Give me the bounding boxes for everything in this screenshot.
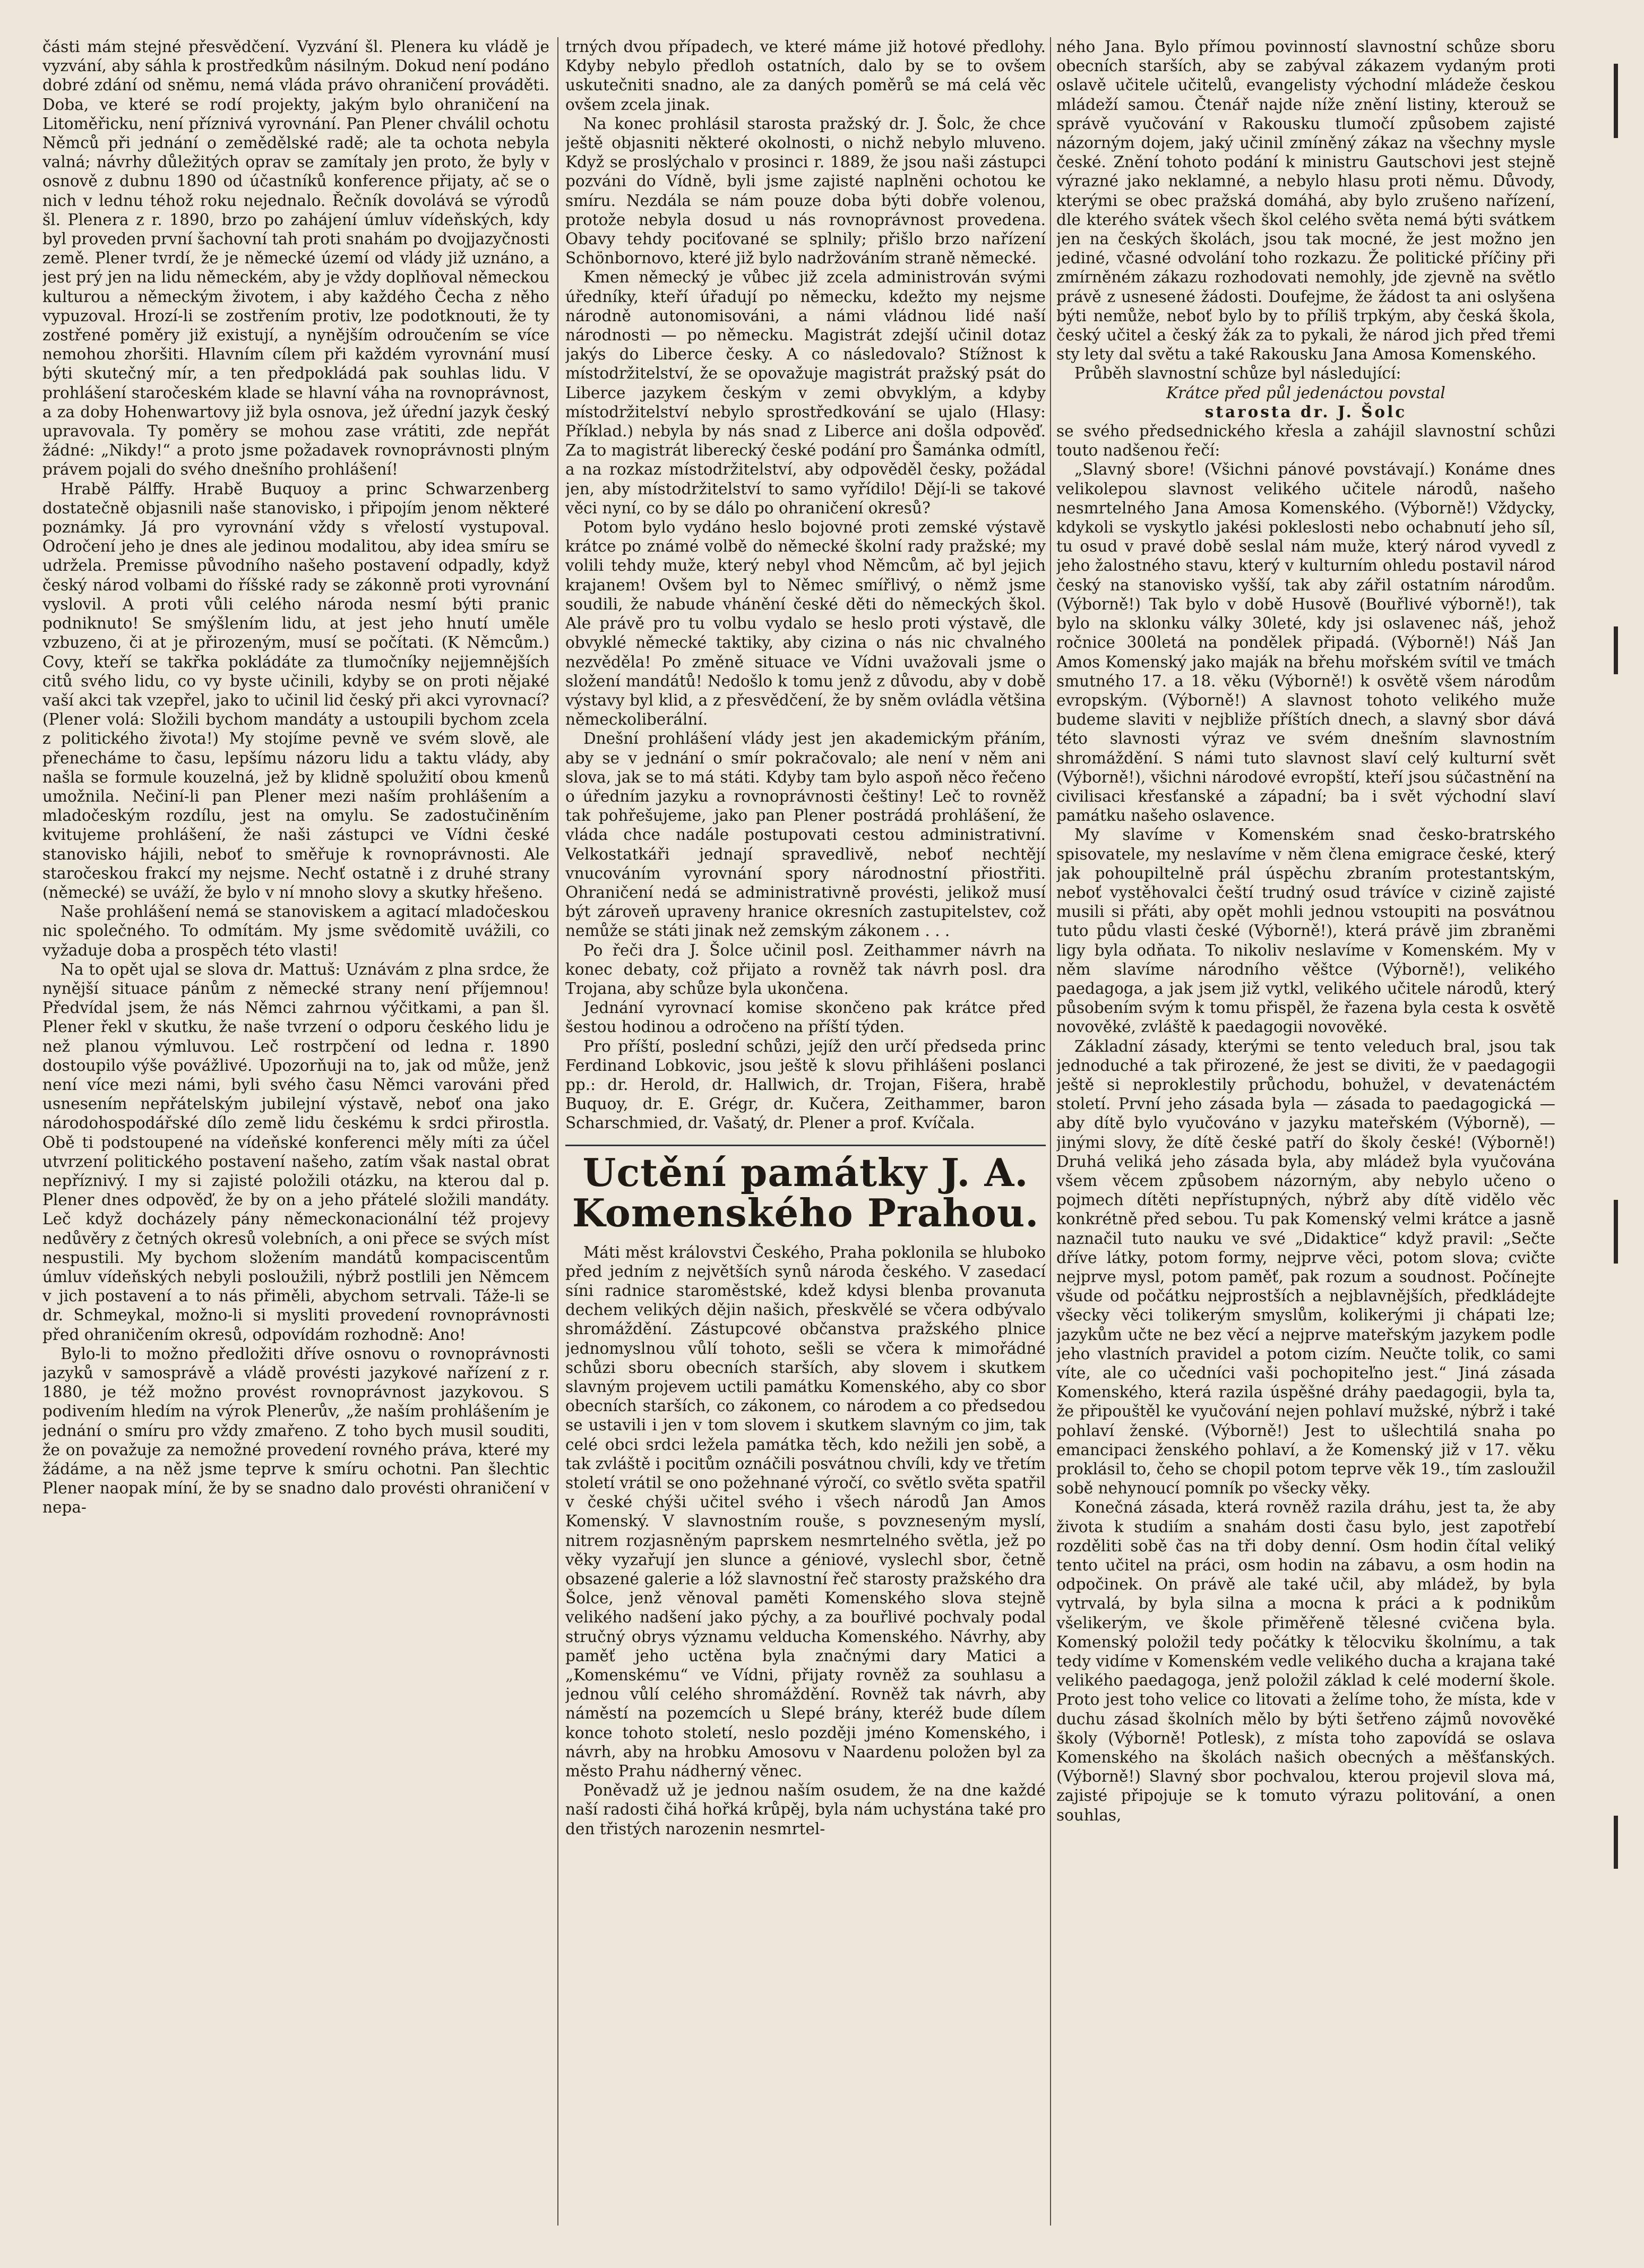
paragraph: Poněvadž už je jednou naším osudem, že na dne každé naší radosti čihá hořká krůpěj, byla nám uchystána také pro den třistých narozenin nesmrtel- [565,1781,1046,1838]
paragraph: Průběh slavnostní schůze byl následující: [1074,364,1401,383]
sub-lead: Krátce před půl jedenáctou povstal [1166,383,1445,402]
paragraph: části mám stejné přesvědčení. Vyzvání šl. Plenera ku vládě je vyzvání, aby sáhla k prostředkům násilným. Dokud není podáno dobré zdání od sněmu, nemá vláda právo ohraničení prováděti. Doba, ve které se rodí projekty, jakým bylo ohraničení na Litoměřicku, není příznivá vyrovnání. Pan Plener chválil ochotu Němců při jednání o zemědělské radě; ale ta ochota nebyla valná; návrhy důležitých oprav se zamítaly jen proto, že byly v osnově z dubnu 1890 od účastníků konference přijaty, ač se o nich v lednu téhož roku nejednalo. Řečník dovolává se výrodů šl. Plenera z r. 1890, brzo po zahájení úmluv vídeňských, kdy byl proveden první šachovní tah proti snahám po dvojjazyčnosti země. Plener tvrdí, že je německé území od vlády již uznáno, a jest prý jen na lidu německém, aby je vždy doplňoval německou kulturou a německým životem, i aby každého Čecha z něho vypuzoval. Hrozí-li se zostřením protiv, lze podotknouti, že ty zostřené poměry již existují, a nynějším odroučením se více nemohou zhoršiti. Hlavním cílem při každém vyrovnání musí býti skutečný mír, a ten předpokládá pak souhlas lidu. V prohlášení staročeském klade se hlavní váha na rovnoprávnost, a za doby Hohenwartovy již byla osnova, jež úřední jazyk český upravovala. Ty poměry se mohou zase vrátiti, zde nepřát žádné: „Nikdy!“ a proto jsme požadavek rovnoprávnosti plným právem pojali do svého dnešního prohlášení! [42,38,549,479]
scan-edge-mark [1614,1200,1618,1264]
paragraph: Na to opět ujal se slova dr. Mattuš: Uznávám z plna srdce, že nynější situace pánům z německé strany není příjemnou! Předvídal jsem, že nás Němci zahrnou výčitkami, a pan šl. Plener řekl v skutku, že naše tvrzení o odporu českého lidu je než planou výmluvou. Leč rostrpčení od ledna r. 1890 dostoupilo výše povážlivé. Upozorňuji na to, jak od může, jenž není více mezi námi, byli svého času Němci varováni před usnesením nepřátelským jubilejní výstavě, neboť ona jako národohospodářské dílo země lidu českému k srdci přirostla. Obě ti podstoupené na vídeňské konferenci měly míti za účel utvrzení politického postavení našeho, zatím však nastal obrat nepříznivý. I my si zajisté položili otázku, na kterou dal p. Plener dnes odpověď, že by on a jeho přátelé složili mandáty. Leč když docházely pány německonacionální též projevy nedůvěry z četných okresů volebních, a oni přece se svých míst nespustili. My bychom složením mandátů kompaciscentům úmluv vídeňských nebyli posloužili, nýbrž postlili jen Němcem v jich postavení a to nás přiměli, abychom setrvali. Táže-li se dr. Schmeykal, možno-li si mysliti provedení rovnoprávnosti před ohraničením okresů, odpovídám rozhodně: Ano! [42,960,549,1344]
column-rule [557,37,558,2226]
paragraph: Máti měst královstvi Českého, Praha poklonila se hluboko před jedním z největších synů národa českého. V zasedací síni radnice staroměstské, kdež kdysi blenba provanuta dechem velikých dějin našich, přeskvělé se včera odbývalo shromáždění. Zástupcové občanstva pražského plnice jednomyslnou vůlí tohoto, sešli se včera k mimořádné schůzi sboru obecních starších, aby slovem i skutkem slavným projevem uctili památku Komenského, aby co sbor obecních starších, co zákonem, co národem a co předsedou se ustavili i jen v tom slovem i skutkem slavným co jim, tak celé obci srdci ležela památka těch, kdo nežili jen sobě, a tak zvláště i pocitům oznáčili posvátnou chvíli, kdy ve třetím století vrátil se ono požehnané výročí, co světlo světa spatřil v české chýši učitel svého i všech národů Jan Amos Komenský. V slavnostním rouše, s povzneseným myslí, nitrem rozjasněným paprskem nesmrtelného světla, jež po věky vyzařují jen slunce a géniové, vyslechl sbor, četně obsazené galerie a lóž slavnostní řeč starosty pražského dra Šolce, jenž věnoval paměti Komenského slova stejně velikého nadšení jako pýchy, a za bouřlivé pochvaly podal stručný obrys významu velducha Komenského. Návrhy, aby paměť jeho uctěna byla značnými dary Matici a „Komenskému“ ve Vídni, přijaty rovněž za souhlasu a jednou vůlí celého shromáždění. Rovněž tak návrh, aby náměstí na pozemcích u Slepé brány, kteréž bude dílem konce tohoto století, neslo později jméno Komenského, i návrh, aby na hrobku Amosovu v Naardenu položen byl za město Prahu nádherný věnec. [565,1243,1046,1781]
paragraph: Hrabě Pálffy. Hrabě Buquoy a princ Schwarzenberg dostatečně objasnili naše stanovisko, i připojím jenom některé poznámky. Já pro vyrovnání vždy s vřelostí vystupoval. Odročení jeho je dnes ale jedinou modalitou, aby idea smíru se udržela. Premisse původního našeho postavení odpadly, když český národ volbami do říšské rady se zákonně proti vyrovnání vyslovil. A proti vůli celého národa nesmí býti pranic podniknuto! Se smýšlením lidu, at jest jeho hnutí uměle vzbuzeno, či at je přirozeným, musí se počítati. (K Němcům.) Covy, kteří se takřka pokládáte za tlumočníky nejjemnějších citů svého lidu, co vy byste učinili, kdyby se on proti nějaké vaší akci tak vzepřel, jako to učinil lid český při akci vyrovnací? (Plener volá: Složili bychom mandáty a ustoupili bychom zcela z politického života!) My stojíme pevně ve svém slově, ale přenecháme to času, lepšímu názoru lidu a taktu vlády, aby našla se formule kouzelná, jež by klidně spolužití obou kmenů umožnila. Nečiní-li pan Plener mezi naším prohlášením a mladočeským rozdílu, jest na omylu. Se zadostučiněním kvitujeme prohlášení, že naši zástupci ve Vídni české stanovisko hájili, neboť to směřuje k rovnoprávnosti. Ale staročeskou frakcí my nejsme. Nechť ostatně i z druhé strany (německé) se uváží, že bylo v ní mnoho slovy a skutky hřešeno. [42,479,549,901]
paragraph: My slavíme v Komenském snad česko-bratrského spisovatele, my neslavíme v něm člena emigrace české, který jak pohoupiltelně prál úspěchu zbraním protestantským, neboť vystěhovalci čeští trudný osud trávíce v cizině zajisté musili si přáti, aby opět mohli jednou vstoupiti na posvátnou tuto půdu vlasti české (Výborně!), která právě jim zbraněmi ligy byla odňata. To nikoliv neslavíme v Komenském. My v něm slavíme národního věštce (Výborně!), velikého paedagoga, a jak jsem již vytkl, velikého učitele národů, který působením svým k tomu přispěl, že řazena byla cesta k osvětě novověké, zvláště k paedagogii novověké. [1056,826,1555,1036]
paragraph: Naše prohlášení nemá se stanoviskem a agitací mladočeskou nic společného. To odmítám. My jsme svědomitě uvážili, co vyžaduje doba a prospěch této vlasti! [42,903,549,959]
paragraph: trných dvou případech, ve které máme již hotové předlohy. Kdyby nebylo předloh ostatních, dalo by se to ovšem uskutečniti snadno, ale za daných poměrů se má celá věc ovšem zcela jinak. [565,38,1046,114]
paragraph: se svého předsednického křesla a zahájil slavnostní schůzi touto nadšenou řečí: [1056,422,1555,460]
column-rule [1050,37,1051,2226]
scan-edge-mark [1614,626,1618,674]
paragraph: Konečná zásada, která rovněž razila dráhu, jest ta, že aby života k studiím a snahám dosti času bylo, jest zapotřebí rozděliti sobě čas na tři doby denní. Osm hodin čítal veliký tento učitel na práci, osm hodin na zábavu, a osm hodin na odpočinek. On právě ale také učil, aby mládež, by byla vytrvalá, by byla silna a mocna k práci a k podnikům všelikerým, ve škole přiměřeně tělesné cvičena byla. Komenský položil tedy počátky k tělocviku školnímu, a tak tedy vidíme v Komenském vedle velikého ducha a krajana také velikého paedagoga, jenž položil základ k celé moderní škole. Proto jest toho velice co litovati a želíme toho, že místa, kde v duchu zásad školních mělo by býti šetřeno zájmů novověké školy (Výborně! Potlesk), z místa toho zapovídá se oslava Komenského na školách našich obecných a měšťanských. (Výborně!) Slavný sbor pochvalou, kterou projevil slova má, zajisté připojuje se k tomuto výrazu politování, a onen souhlas, [1056,1498,1555,1824]
speaker-name: starosta dr. J. Šolc [1204,402,1407,421]
paragraph: Kmen německý je vůbec již zcela administrován svými úředníky, kteří úřadují po německu, kdežto my nejsme národně autonomisováni, a námi vládnou lidé naší národnosti — po německu. Magistrát zdejší učinil dotaz jakýs do Liberce česky. A co následovalo? Stížnost k místodržitelství, že se opovažuje magistrát pražský psát do Liberce jazykem českým v zemi obvyklým, a kdyby místodržitelství nebylo sprostředkování se ujalo (Hlasy: Příklad.) nebyla by nás snad z Liberce ani došla odpověď. Za to magistrát liberecký české podání pro Šamánka odmítl, a na rozkaz místodržitelství, aby odpověděl česky, požádal jen, aby místodržitelství to samo vyřídilo! Dějí-li se takové věci nyní, co by se dálo po ohraničení okresů? [565,268,1046,517]
article-headline: Uctění památky J. A. Komenského Prahou. [565,1145,1046,1233]
paragraph: Pro příští, poslední schůzi, jejíž den určí předseda princ Ferdinand Lobkovic, jsou ještě k slovu přihlášeni poslanci pp.: dr. Herold, dr. Hallwich, dr. Trojan, Fišera, hrabě Buquoy, dr. E. Grégr, dr. Kučera, Zeithammer, baron Scharschmied, dr. Vašatý, dr. Plener a prof. Kvíčala. [565,1037,1046,1132]
scan-edge-mark [1614,1816,1618,1869]
paragraph: Po řeči dra J. Šolce učinil posl. Zeithammer návrh na konec debaty, což přijato a rovněž tak návrh posl. dra Trojana, aby schůze byla ukončena. [565,941,1046,998]
paragraph: Bylo-li to možno předložiti dříve osnovu o rovnoprávnosti jazyků v samosprávě a vládě provésti jazykové nařízení z r. 1880, je též možno provést rovnoprávnost jazykovou. S podivením hledím na výrok Plenerův, „že naším prohlášením je jednání o smíru pro vždy zmařeno. Z toho bych musil souditi, že on považuje za nemožné provedení rovného práva, které my žádáme, a na něž jsme teprve k smíru ochotni. Pan šlechtic Plener naopak míní, že by se snadno dalo provésti ohraničení v nepa- [42,1344,549,1517]
column-right [1056,37,1555,2236]
paragraph: Jednání vyrovnací komise skončeno pak krátce před šestou hodinou a odročeno na příští týden. [565,999,1046,1036]
column-middle [565,37,1046,2236]
paragraph: Potom bylo vydáno heslo bojovné proti zemské výstavě krátce po známé volbě do německé školní rady pražské; my volili tehdy muže, který nebyl vhod Němcům, ač byl jejich krajanem! Ovšem byl to Němec smířlivý, o němž jsme soudili, že nabude vhánění české děti do německých škol. Ale právě pro tu volbu vydalo se heslo proti výstavě, dle obvyklé německé taktiky, aby cizina o nás nic chvalného nezvěděla! Po změně situace ve Vídni uvažovali jsme o složení mandátů! Nedošlo k tomu jenž z důvodu, aby v době výstavy byl klid, a z přesvědčení, že by sněm ovládla většina německoliberální. [565,518,1046,729]
column-left [42,37,549,2236]
paragraph: Na konec prohlásil starosta pražský dr. J. Šolc, že chce ještě objasniti některé okolnosti, o nichž nebylo mluveno. Když se proslýchalo v prosinci r. 1889, že jsou naši zástupci pozváni do Vídně, byli jsme zajisté naplněni ochotou ke smíru. Nezdála se nám pouze doba býti dobře volenou, protože nebyla dosud u nás rovnoprávnost provedena. Obavy tehdy pociťované se splnily; přišlo brzo nařízení Schönbornovo, které již bylo nadržováním straně německé. [565,114,1046,268]
scan-edge-mark [1614,64,1618,138]
paragraph: ného Jana. Bylo přímou povinností slavnostní schůze sboru obecních starších, aby se zabýval zákazem vydaným proti oslavě učitele učitelů, evangelisty východní mládeže českou mládeží samou. Čtenář najde níže znění listiny, kterouž se správě vyučování v Rakousku tlumočí způsobem zajisté názorným dojem, jaký učinil zmíněný zákaz na všechny mysle české. Znění tohoto podání k ministru Gautschovi jest stejně výrazné jako neklamné, a nebylo hlasu proti němu. Důvody, kterými se obec pražská domáhá, aby bylo zrušeno nařízení, dle kterého svátek všech škol celého světa nemá býti svátkem jen na českých školách, jsou tak mocné, že jest možno jen jediné, včasné odvolání toho rozkazu. Že politické příčiny při zmírněném zákazu rozhodovati nemohly, jde zjevně na světlo právě z usnesené žádosti. Doufejme, že žádost ta ani oslyšena býti nemůže, neboť bylo by to příliš trpkým, aby česká škola, český učitel a český žák za to pykali, že národ jich před třemi sty lety dal světu a také Rakousku Jana Amosa Komenského. [1056,38,1555,364]
paragraph: „Slavný sbore! (Všichni pánové povstávají.) Konáme dnes velikolepou slavnost velikého učitele národů, našeho nesmrtelného Jana Amosa Komenského. (Výborně!) Vždycky, kdykoli se vyskytlo jakési pokleslosti nebo ochabnutí jeho síl, tu osud v pravé době seslal nám muže, který národ vyvedl z jeho žalostného stavu, který v kulturním ohledu postavil národ český na stanovisko vyšší, tak aby zářil ostatním národům. (Výborně!) Tak bylo v době Husově (Bouřlivé výborně!), tak bylo na sklonku války 30leté, kdy jsi oslavenec náš, jehož ročnice 300letá na pondělek připadá. (Výborně!) Náš Jan Amos Komenský jako maják na břehu mořském svítil ve tmách smutného 17. a 18. věku (Výborně!) k osvětě všem národům evropským. (Výborně!) A slavnost tohoto velikého muže budeme slaviti v nejbliže příštích dnech, a slavný sbor dává této slavnosti výraz ve svém dnešním slavnostním shromáždění. S námi tuto slavnost slaví celý kulturní svět (Výborně!), všichni národové evropští, kteří jsou súčastnění na civilisaci křesťanské a západní; ba i svět východní slaví památku našeho oslavence. [1056,460,1555,825]
paragraph: Základní zásady, kterými se tento veleduch bral, jsou tak jednoduché a tak přirozené, že jest se diviti, že v paedagogii ještě si neproklestily průchodu, bohužel, v devatenáctém století. První jeho zásada byla — zásada to paedagogická — aby dítě bylo vyučováno v jazyku mateřském (Výborně), — jinými slovy, že dítě české patří do školy české! (Výborně!) Druhá veliká jeho zásada byla, aby mládež byla vyučována všem věcem způsobem názorným, aby nebylo učeno o pojmech dítěti nepřístupných, nýbrž aby dítě vidělo věc konkrétně před sebou. Tu pak Komenský velmi krátce a jasně naznačil tuto nauku ve své „Didaktice“ když pravil: „Sečte dříve látky, potom formy, nejprve věci, potom slova; cvičte nejprve mysl, potom paměť, pak rozum a soudnost. Počínejte všude od počátku nejprostších a nejblavnějších, předkládejte všecky věci tolikerým smyslům, kolikerými ji chápati lze; jazykům učte ne bez věcí a nejprve mateřským jazykem podle jeho vlastních pravidel a potom cizím. Neučte tolik, co sami víte, ale co učedníci vaši pochopiteľno jest.“ Jiná zásada Komenského, která razila úspěšné dráhy paedagogii, byla ta, že připouštěl ke vyučování nejen pohlaví mužské, nýbrž i také pohlaví ženské. (Výborně!) Jest to ušlechtilá snaha po emancipaci ženského pohlaví, a že Komenský již v 17. věku proklásil to, čeho se chopil potom teprve věk 19., tím zasloužil sobě nehynoucí pomník po všecky věky. [1056,1037,1555,1498]
paragraph: Dnešní prohlášení vlády jest jen akademickým přáním, aby se v jednání o smír pokračovalo; ale není v něm ani slova, jak se to má státi. Kdyby tam bylo aspoň něco řečeno o úředním jazyku a rovnoprávnosti češtiny! Leč to rovněž tak pohřešujeme, jako pan Plener postrádá prohlášení, že vláda chce nadále postupovati cestou administrativní. Velkostatkáři jednají spravedlivě, neboť nechtějí vnucováním vyrovnání spory národnostní přiostřiti. Ohraničení nedá se administrativně provésti, jelikož musí být zároveň upraveny hranice okresních zastupitelstev, což nemůže se státi jinak než zemským zákonem . . . [565,729,1046,940]
